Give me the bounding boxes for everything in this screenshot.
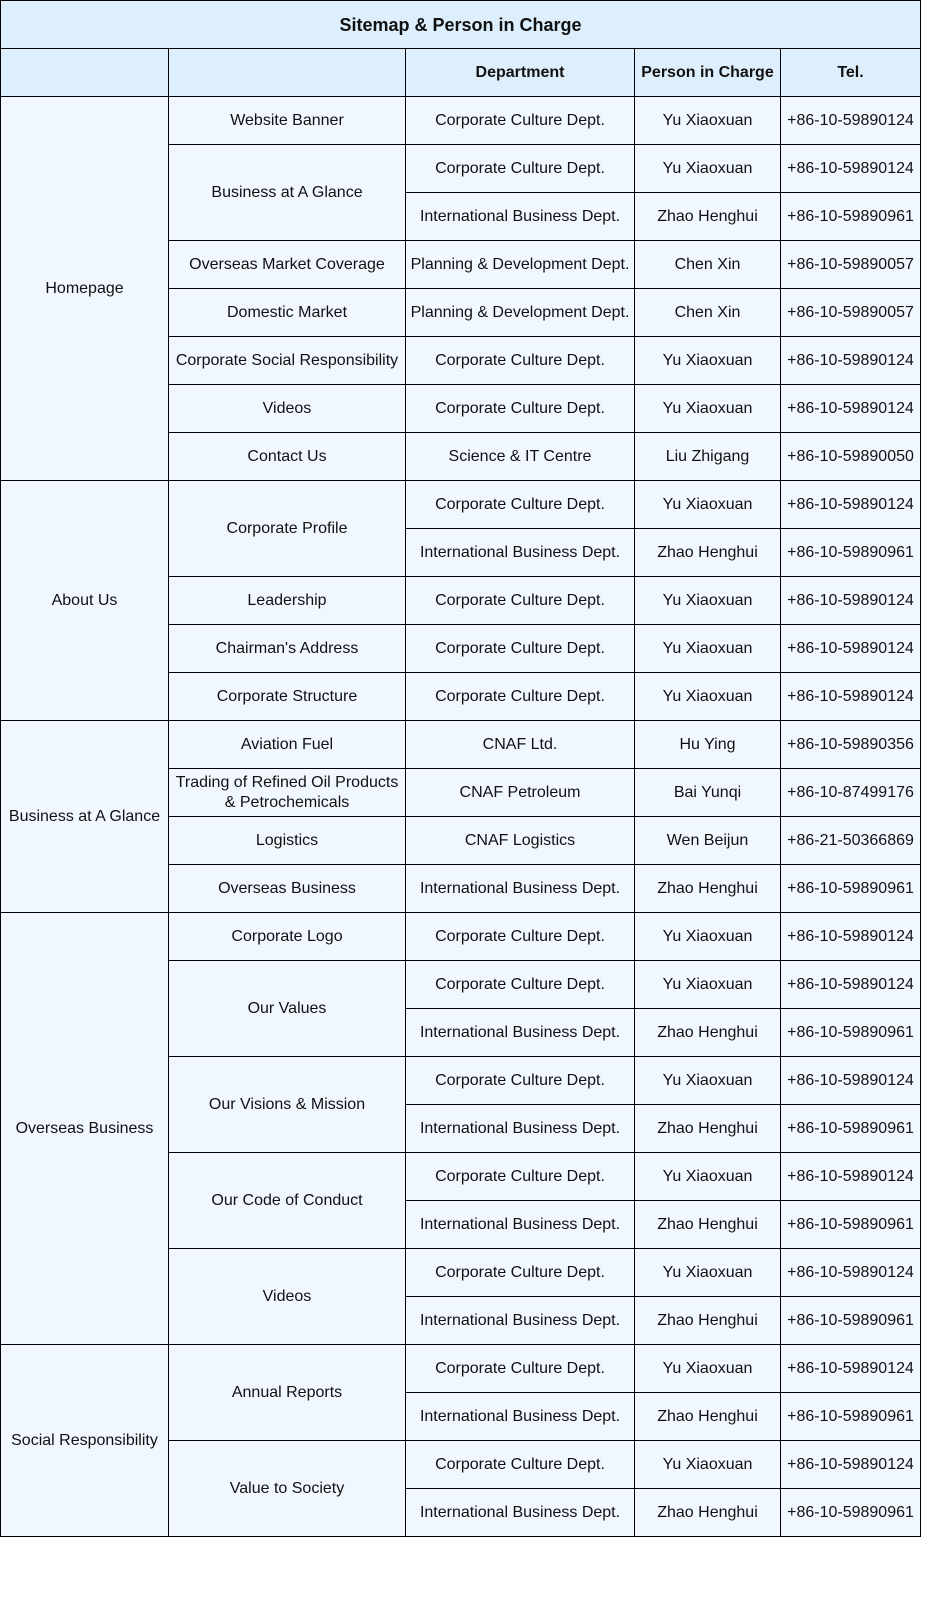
header-tel: Tel. xyxy=(781,49,921,97)
tel-cell: +86-10-59890961 xyxy=(781,529,921,577)
tel-cell: +86-10-59890124 xyxy=(781,481,921,529)
department-cell: Corporate Culture Dept. xyxy=(406,385,635,433)
tel-cell: +86-10-59890124 xyxy=(781,385,921,433)
department-cell: Planning & Development Dept. xyxy=(406,241,635,289)
department-cell: International Business Dept. xyxy=(406,1489,635,1537)
person-cell: Chen Xin xyxy=(635,241,781,289)
person-cell: Yu Xiaoxuan xyxy=(635,577,781,625)
person-cell: Chen Xin xyxy=(635,289,781,337)
department-cell: Corporate Culture Dept. xyxy=(406,913,635,961)
department-cell: Corporate Culture Dept. xyxy=(406,1153,635,1201)
page-name: Value to Society xyxy=(169,1441,406,1537)
page-name: Our Code of Conduct xyxy=(169,1153,406,1249)
department-cell: Corporate Culture Dept. xyxy=(406,1441,635,1489)
department-cell: International Business Dept. xyxy=(406,529,635,577)
person-cell: Yu Xiaoxuan xyxy=(635,1249,781,1297)
page-name: Videos xyxy=(169,385,406,433)
department-cell: International Business Dept. xyxy=(406,1105,635,1153)
department-cell: CNAF Logistics xyxy=(406,817,635,865)
person-cell: Zhao Henghui xyxy=(635,1297,781,1345)
person-cell: Zhao Henghui xyxy=(635,1105,781,1153)
table-body xyxy=(1,97,921,1537)
person-cell: Zhao Henghui xyxy=(635,1393,781,1441)
tel-cell: +86-10-59890356 xyxy=(781,721,921,769)
page-name: Our Visions & Mission xyxy=(169,1057,406,1153)
page-name: Contact Us xyxy=(169,433,406,481)
page-name: Our Values xyxy=(169,961,406,1057)
department-cell: CNAF Ltd. xyxy=(406,721,635,769)
department-cell: CNAF Petroleum xyxy=(406,769,635,817)
header-section xyxy=(1,49,169,97)
tel-cell: +86-10-59890961 xyxy=(781,1105,921,1153)
tel-cell: +86-10-59890961 xyxy=(781,865,921,913)
section-name: Business at A Glance xyxy=(1,721,169,913)
department-cell: Corporate Culture Dept. xyxy=(406,97,635,145)
person-cell: Yu Xiaoxuan xyxy=(635,1345,781,1393)
tel-cell: +86-10-59890961 xyxy=(781,1297,921,1345)
department-cell: Corporate Culture Dept. xyxy=(406,1057,635,1105)
department-cell: International Business Dept. xyxy=(406,1393,635,1441)
department-cell: Corporate Culture Dept. xyxy=(406,337,635,385)
tel-cell: +86-10-59890050 xyxy=(781,433,921,481)
tel-cell: +86-10-59890124 xyxy=(781,913,921,961)
table-row xyxy=(1,913,921,961)
header-person: Person in Charge xyxy=(635,49,781,97)
page-name: Corporate Logo xyxy=(169,913,406,961)
person-cell: Zhao Henghui xyxy=(635,1201,781,1249)
tel-cell: +86-10-59890961 xyxy=(781,193,921,241)
tel-cell: +86-10-59890124 xyxy=(781,577,921,625)
page-name: Videos xyxy=(169,1249,406,1345)
tel-cell: +86-10-59890124 xyxy=(781,1249,921,1297)
page-name: Overseas Business xyxy=(169,865,406,913)
person-cell: Zhao Henghui xyxy=(635,193,781,241)
person-cell: Yu Xiaoxuan xyxy=(635,673,781,721)
department-cell: Corporate Culture Dept. xyxy=(406,1345,635,1393)
person-cell: Hu Ying xyxy=(635,721,781,769)
table-row xyxy=(1,481,921,529)
header-page xyxy=(169,49,406,97)
page-name: Chairman's Address xyxy=(169,625,406,673)
department-cell: Planning & Development Dept. xyxy=(406,289,635,337)
tel-cell: +86-10-59890124 xyxy=(781,625,921,673)
table-title: Sitemap & Person in Charge xyxy=(1,1,921,49)
person-cell: Yu Xiaoxuan xyxy=(635,913,781,961)
person-cell: Yu Xiaoxuan xyxy=(635,97,781,145)
page-name: Overseas Market Coverage xyxy=(169,241,406,289)
section-name: Overseas Business xyxy=(1,913,169,1345)
page-name: Corporate Social Responsibility xyxy=(169,337,406,385)
person-cell: Yu Xiaoxuan xyxy=(635,961,781,1009)
tel-cell: +86-10-59890124 xyxy=(781,97,921,145)
section-name: Social Responsibility xyxy=(1,1345,169,1537)
tel-cell: +86-10-59890124 xyxy=(781,337,921,385)
page-name: Corporate Structure xyxy=(169,673,406,721)
header-department: Department xyxy=(406,49,635,97)
tel-cell: +86-21-50366869 xyxy=(781,817,921,865)
department-cell: Corporate Culture Dept. xyxy=(406,673,635,721)
department-cell: Corporate Culture Dept. xyxy=(406,961,635,1009)
tel-cell: +86-10-59890961 xyxy=(781,1393,921,1441)
page-name: Logistics xyxy=(169,817,406,865)
table-row xyxy=(1,721,921,769)
department-cell: Corporate Culture Dept. xyxy=(406,1249,635,1297)
person-cell: Zhao Henghui xyxy=(635,865,781,913)
page-name: Trading of Refined Oil Products & Petrochemicals xyxy=(169,769,406,817)
person-cell: Yu Xiaoxuan xyxy=(635,1057,781,1105)
tel-cell: +86-10-59890124 xyxy=(781,1153,921,1201)
header-row xyxy=(1,49,921,97)
tel-cell: +86-10-59890057 xyxy=(781,289,921,337)
tel-cell: +86-10-59890961 xyxy=(781,1489,921,1537)
person-cell: Wen Beijun xyxy=(635,817,781,865)
page-name: Domestic Market xyxy=(169,289,406,337)
tel-cell: +86-10-59890124 xyxy=(781,145,921,193)
department-cell: Corporate Culture Dept. xyxy=(406,625,635,673)
page-name: Leadership xyxy=(169,577,406,625)
page-name: Business at A Glance xyxy=(169,145,406,241)
person-cell: Zhao Henghui xyxy=(635,1489,781,1537)
page-name: Annual Reports xyxy=(169,1345,406,1441)
department-cell: Science & IT Centre xyxy=(406,433,635,481)
tel-cell: +86-10-59890057 xyxy=(781,241,921,289)
department-cell: International Business Dept. xyxy=(406,1201,635,1249)
person-cell: Zhao Henghui xyxy=(635,1009,781,1057)
table-row xyxy=(1,97,921,145)
section-name: About Us xyxy=(1,481,169,721)
tel-cell: +86-10-59890124 xyxy=(781,673,921,721)
department-cell: International Business Dept. xyxy=(406,865,635,913)
page-name: Aviation Fuel xyxy=(169,721,406,769)
person-cell: Yu Xiaoxuan xyxy=(635,481,781,529)
department-cell: International Business Dept. xyxy=(406,193,635,241)
tel-cell: +86-10-87499176 xyxy=(781,769,921,817)
person-cell: Yu Xiaoxuan xyxy=(635,337,781,385)
department-cell: International Business Dept. xyxy=(406,1009,635,1057)
page-name: Corporate Profile xyxy=(169,481,406,577)
person-cell: Yu Xiaoxuan xyxy=(635,1153,781,1201)
department-cell: International Business Dept. xyxy=(406,1297,635,1345)
person-cell: Yu Xiaoxuan xyxy=(635,1441,781,1489)
department-cell: Corporate Culture Dept. xyxy=(406,577,635,625)
person-cell: Liu Zhigang xyxy=(635,433,781,481)
tel-cell: +86-10-59890124 xyxy=(781,1345,921,1393)
person-cell: Yu Xiaoxuan xyxy=(635,625,781,673)
tel-cell: +86-10-59890961 xyxy=(781,1009,921,1057)
tel-cell: +86-10-59890124 xyxy=(781,1057,921,1105)
section-name: Homepage xyxy=(1,97,169,481)
person-cell: Yu Xiaoxuan xyxy=(635,385,781,433)
tel-cell: +86-10-59890124 xyxy=(781,1441,921,1489)
tel-cell: +86-10-59890124 xyxy=(781,961,921,1009)
tel-cell: +86-10-59890961 xyxy=(781,1201,921,1249)
person-cell: Bai Yunqi xyxy=(635,769,781,817)
page-name: Website Banner xyxy=(169,97,406,145)
title-row xyxy=(1,1,921,49)
table-row xyxy=(1,1345,921,1393)
person-cell: Yu Xiaoxuan xyxy=(635,145,781,193)
department-cell: Corporate Culture Dept. xyxy=(406,145,635,193)
person-cell: Zhao Henghui xyxy=(635,529,781,577)
department-cell: Corporate Culture Dept. xyxy=(406,481,635,529)
